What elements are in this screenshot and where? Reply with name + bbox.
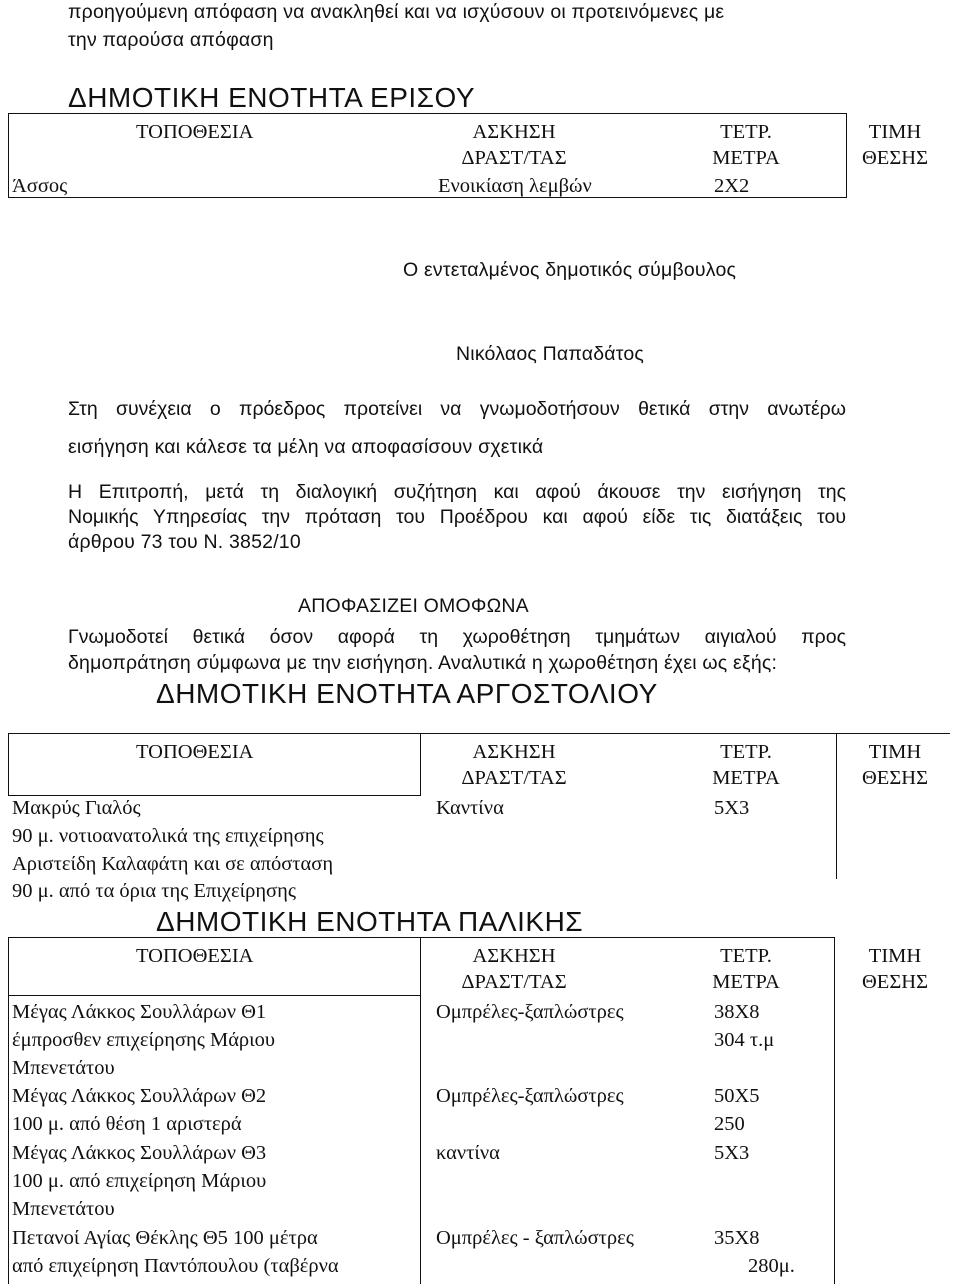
header-activity-1: ΑΣΚΗΣΗ (472, 121, 556, 143)
header-activity-1: ΑΣΚΗΣΗ (472, 945, 556, 967)
intro-line-1: προηγούμενη απόφαση να ανακληθεί και να ισχύσουν οι προτεινόμενες με (68, 1, 725, 23)
table-cell-activity: Ομπρέλες-ξαπλώστρες (436, 1085, 624, 1107)
signature-role: Ο εντεταλμένος δημοτικός σύμβουλος (403, 259, 737, 281)
table-cell-location-line-2: 90 μ. νοτιοανατολικά της επιχείρησης (12, 825, 324, 847)
header-location: ΤΟΠΟΘΕΣΙΑ (136, 121, 254, 143)
intro-line-2: την παρούσα απόφαση (68, 29, 274, 51)
header-activity-1: ΑΣΚΗΣΗ (472, 741, 556, 763)
table-header-divider-palikis (8, 995, 420, 996)
table-cell-location-line-3: Μπενετάτου (12, 1057, 115, 1079)
table-cell-location-line-1: Πετανοί Αγίας Θέκλης Θ5 100 μέτρα (12, 1227, 318, 1249)
table-cell-sqm-line-2: 250 (714, 1113, 745, 1135)
header-activity-2: ΔΡΑΣΤ/ΤΑΣ (461, 147, 567, 169)
table-cell-sqm-line-1: 50Χ5 (714, 1085, 760, 1107)
table-top-border-erisou (8, 113, 846, 114)
header-price-1: ΤΙΜΗ (868, 945, 922, 967)
decision-heading: ΑΠΟΦΑΣΙΖΕΙ ΟΜΟΦΩΝΑ (298, 595, 529, 617)
paragraph-3-line-1: Γνωμοδοτεί θετικά όσον αφορά τη χωροθέτηση τμημάτων αιγιαλού προς (68, 626, 846, 648)
section-title-erisou: ΔΗΜΟΤΙΚΗ ΕΝΟΤΗΤΑ ΕΡΙΣΟΥ (68, 82, 476, 113)
table-column-divider-palikis-1 (420, 937, 421, 1284)
table-cell-sqm-line-2: 304 τ.μ (714, 1029, 775, 1051)
table-cell-sqm-line-1: 35Χ8 (714, 1227, 760, 1249)
table-right-border-argostoliou (836, 733, 837, 879)
table-cell-activity: Ομπρέλες - ξαπλώστρες (436, 1227, 634, 1249)
paragraph-2-line-3: άρθρου 73 του Ν. 3852/10 (68, 531, 301, 553)
paragraph-3-line-2: δημοπράτηση σύμφωνα με την εισήγηση. Αναλυτικά η χωροθέτηση έχει ως εξής: (68, 652, 778, 674)
table-cell-location-line-2: από επιχείρηση Παντόπουλου (ταβέρνα (12, 1255, 339, 1277)
header-sqm-2: ΜΕΤΡΑ (712, 147, 780, 169)
table-left-border-argostoliou (8, 733, 9, 796)
section-title-argostoliou: ΔΗΜΟΤΙΚΗ ΕΝΟΤΗΤΑ ΑΡΓΟΣΤΟΛΙΟΥ (156, 678, 658, 709)
header-price-2: ΘΕΣΗΣ (862, 767, 928, 789)
header-price-1: ΤΙΜΗ (868, 121, 922, 143)
table-cell-location: Άσσος (12, 175, 68, 197)
paragraph-2-line-1: Η Επιτροπή, μετά τη διαλογική συζήτηση και αφού άκουσε την εισήγηση της (68, 481, 846, 503)
table-cell-location-line-2: 100 μ. από θέση 1 αριστερά (12, 1113, 242, 1135)
header-sqm-1: ΤΕΤΡ. (720, 741, 772, 763)
table-cell-location-line-4: 90 μ. από τα όρια της Επιχείρησης (12, 880, 296, 902)
header-price-2: ΘΕΣΗΣ (862, 971, 928, 993)
table-cell-activity: καντίνα (436, 1142, 500, 1164)
header-location: ΤΟΠΟΘΕΣΙΑ (136, 741, 254, 763)
table-cell-sqm-line-1: 38Χ8 (714, 1001, 760, 1023)
table-left-border-erisou (8, 113, 9, 198)
table-cell-activity: Ομπρέλες-ξαπλώστρες (436, 1001, 624, 1023)
header-price-1: ΤΙΜΗ (868, 741, 922, 763)
table-column-divider-argostoliou (420, 733, 421, 796)
section-title-palikis: ΔΗΜΟΤΙΚΗ ΕΝΟΤΗΤΑ ΠΑΛΙΚΗΣ (156, 906, 584, 937)
table-cell-sqm: 5Χ3 (714, 1142, 750, 1164)
paragraph-1-line-2: εισήγηση και κάλεσε τα μέλη να αποφασίσουν σχετικά (68, 436, 544, 458)
table-right-border-palikis (834, 937, 835, 1284)
table-top-border-argostoliou (8, 733, 950, 734)
header-sqm-1: ΤΕΤΡ. (720, 121, 772, 143)
paragraph-2-line-2: Νομικής Υπηρεσίας την πρόταση του Προέδρου και αφού είδε τις διατάξεις του (68, 506, 846, 528)
table-cell-location-line-3: Μπενετάτου (12, 1198, 115, 1220)
table-cell-sqm-line-2: 280μ. (748, 1255, 795, 1277)
table-cell-location-line-2: 100 μ. από επιχείρηση Μάριου (12, 1170, 267, 1192)
header-price-2: ΘΕΣΗΣ (862, 147, 928, 169)
header-sqm-1: ΤΕΤΡ. (720, 945, 772, 967)
table-cell-sqm: 2Χ2 (714, 175, 750, 197)
table-cell-activity: Ενοικίαση λεμβών (438, 175, 592, 197)
header-activity-2: ΔΡΑΣΤ/ΤΑΣ (461, 767, 567, 789)
table-cell-location-line-1: Μέγας Λάκκος Σουλλάρων Θ1 (12, 1001, 267, 1023)
table-cell-location-line-1: Μακρύς Γιαλός (12, 797, 141, 819)
header-activity-2: ΔΡΑΣΤ/ΤΑΣ (461, 971, 567, 993)
table-cell-location-line-1: Μέγας Λάκκος Σουλλάρων Θ2 (12, 1085, 267, 1107)
table-cell-location-line-2: έμπροσθεν επιχείρησης Μάριου (12, 1029, 276, 1051)
header-location: ΤΟΠΟΘΕΣΙΑ (136, 945, 254, 967)
paragraph-1-line-1: Στη συνέχεια ο πρόεδρος προτείνει να γνωμοδοτήσουν θετικά στην ανωτέρω (68, 398, 846, 420)
signature-name: Νικόλαος Παπαδάτος (456, 343, 644, 365)
table-cell-location-line-3: Αριστείδη Καλαφάτη και σε απόσταση (12, 853, 334, 875)
table-cell-location-line-1: Μέγας Λάκκος Σουλλάρων Θ3 (12, 1142, 267, 1164)
table-top-border-palikis (8, 937, 834, 938)
header-sqm-2: ΜΕΤΡΑ (712, 971, 780, 993)
table-left-border-palikis (8, 937, 9, 1284)
table-cell-sqm: 5Χ3 (714, 797, 750, 819)
header-sqm-2: ΜΕΤΡΑ (712, 767, 780, 789)
table-cell-activity: Καντίνα (436, 797, 504, 819)
